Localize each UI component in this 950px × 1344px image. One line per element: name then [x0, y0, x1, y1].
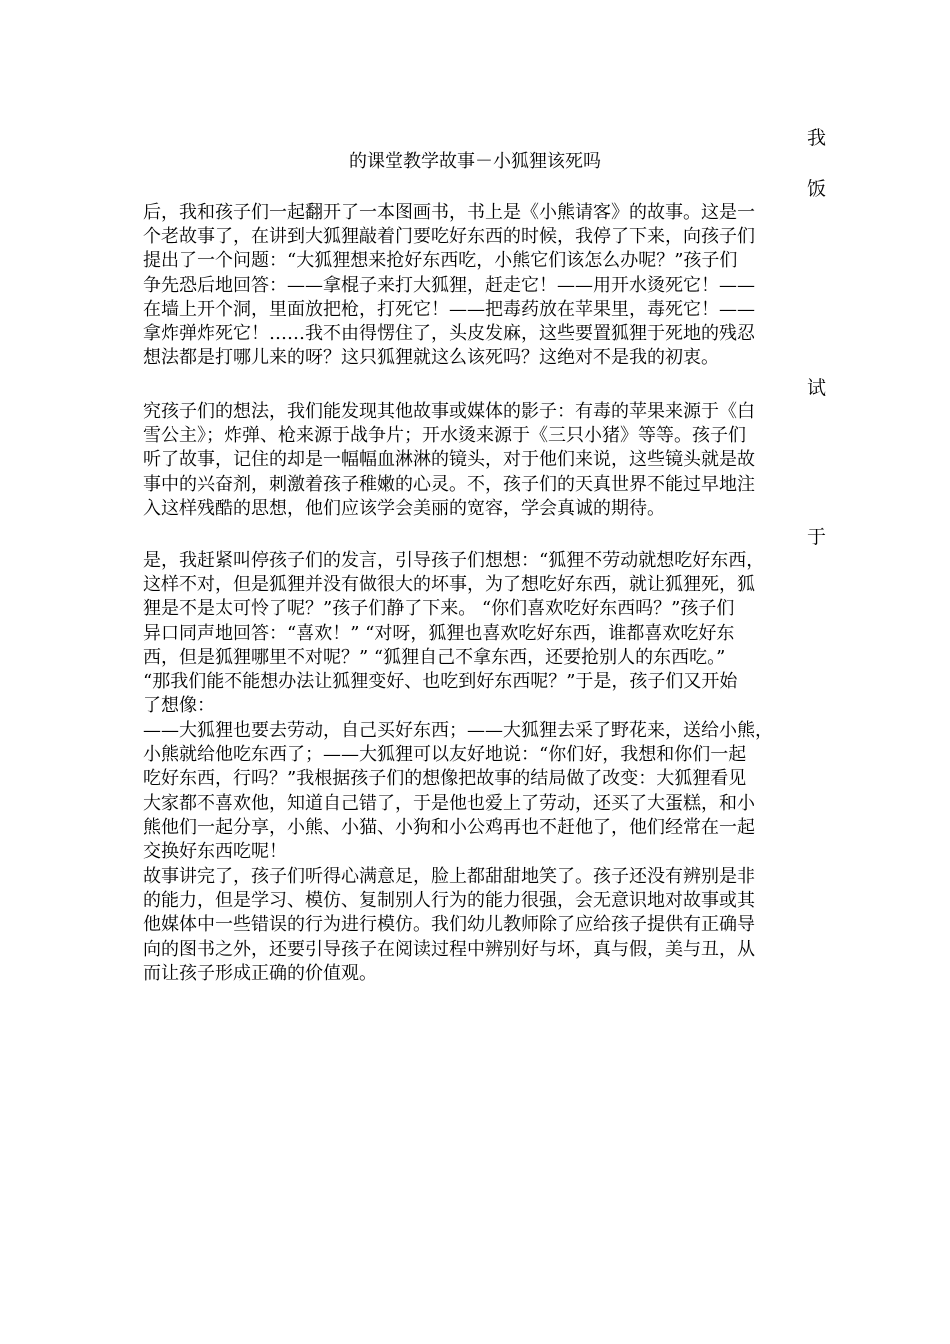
text-line: 后，我和孩子们一起翻开了一本图画书，书上是《小熊请客》的故事。这是一	[143, 202, 755, 223]
text-line: 提出了一个问题：“大狐狸想来抢好东西吃，小熊它们该怎么办呢？”孩子们	[143, 250, 738, 272]
text-line: 是，我赶紧叫停孩子们的发言，引导孩子们想想：“狐狸不劳动就想吃好东西，	[143, 550, 765, 571]
text-line: 在墙上开个洞，里面放把枪，打死它！——把毒药放在苹果里，毒死它！——	[143, 298, 755, 320]
text-line: 拿炸弹炸死它！……我不由得愣住了，头皮发麻，这些要置狐狸于死地的残忍	[143, 323, 755, 345]
text-line: 想法都是打哪儿来的呀？这只狐狸就这么该死吗？这绝对不是我的初衷。	[143, 347, 719, 369]
text-line: 小熊就给他吃东西了；——大狐狸可以友好地说：“你们好，我想和你们一起	[143, 744, 747, 766]
text-line: 狸是不是太可怜了呢？”孩子们静了下来。 “你们喜欢吃好东西吗？”孩子们	[143, 598, 735, 620]
text-line: 故事讲完了，孩子们听得心满意足，脸上都甜甜地笑了。孩子还没有辨别是非	[143, 866, 755, 887]
margin-char: 于	[806, 526, 826, 548]
margin-char: 试	[806, 377, 826, 399]
text-line: 大家都不喜欢他，知道自己错了，于是他也爱上了劳动，还买了大蛋糕，和小	[143, 792, 755, 814]
text-line: 吃好东西，行吗？”我根据孩子们的想像把故事的结局做了改变：大狐狸看见	[143, 768, 747, 790]
text-line: 西，但是狐狸哪里不对呢？” “狐狸自己不拿东西，还要抢别人的东西吃。”	[143, 646, 726, 668]
text-line: 他媒体中一些错误的行为进行模仿。我们幼儿教师除了应给孩子提供有正确导	[143, 914, 755, 936]
text-line: 这样不对，但是狐狸并没有做很大的坏事，为了想吃好东西，就让狐狸死，狐	[143, 574, 755, 596]
text-line: 熊他们一起分享，小熊、小猫、小狗和小公鸡再也不赶他了，他们经常在一起	[143, 816, 755, 838]
text-line: 入这样残酷的思想，他们应该学会美丽的宽容，学会真诚的期待。	[143, 497, 665, 519]
text-line: 向的图书之外，还要引导孩子在阅读过程中辨别好与坏，真与假，美与丑，从	[143, 938, 755, 960]
text-line: 了想像：	[143, 695, 215, 717]
margin-char: 我	[806, 127, 826, 149]
paragraph	[143, 865, 813, 986]
text-line: 的能力，但是学习、模仿、复制别人行为的能力很强，会无意识地对故事或其	[143, 890, 755, 912]
text-line: 雪公主》；炸弹、枪来源于战争片；开水烫来源于《三只小猪》等等。孩子们	[143, 425, 746, 447]
text-line: 异口同声地回答：“喜欢！” “对呀，狐狸也喜欢吃好东西，谁都喜欢吃好东	[143, 622, 735, 644]
text-line: 交换好东西吃呢！	[143, 841, 287, 863]
text-line: 听了故事，记住的却是一幅幅血淋淋的镜头，对于他们来说，这些镜头就是故	[143, 449, 755, 471]
text-line: 事中的兴奋剂，刺激着孩子稚嫩的心灵。不，孩子们的天真世界不能过早地注	[143, 473, 755, 495]
text-line: 个老故事了，在讲到大狐狸敲着门要吃好东西的时候，我停了下来，向孩子们	[143, 226, 755, 248]
paragraph	[143, 201, 813, 370]
text-line: ——大狐狸也要去劳动，自己买好东西；——大狐狸去采了野花来，送给小熊，	[143, 720, 773, 741]
text-line: 而让孩子形成正确的价值观。	[143, 962, 377, 984]
text-line: 究孩子们的想法，我们能发现其他故事或媒体的影子：有毒的苹果来源于《白	[143, 401, 755, 422]
margin-char: 饭	[806, 178, 826, 200]
paragraph	[143, 549, 813, 718]
paragraph	[143, 400, 813, 521]
text-line: 争先恐后地回答：——拿棍子来打大狐狸，赶走它！——用开水烫死它！——	[143, 274, 755, 296]
page-title: 的课堂教学故事－小狐狸该死吗	[349, 151, 601, 172]
paragraph	[143, 719, 813, 864]
text-line: “那我们能不能想办法让狐狸变好、也吃到好东西呢？”于是，孩子们又开始	[143, 671, 738, 693]
